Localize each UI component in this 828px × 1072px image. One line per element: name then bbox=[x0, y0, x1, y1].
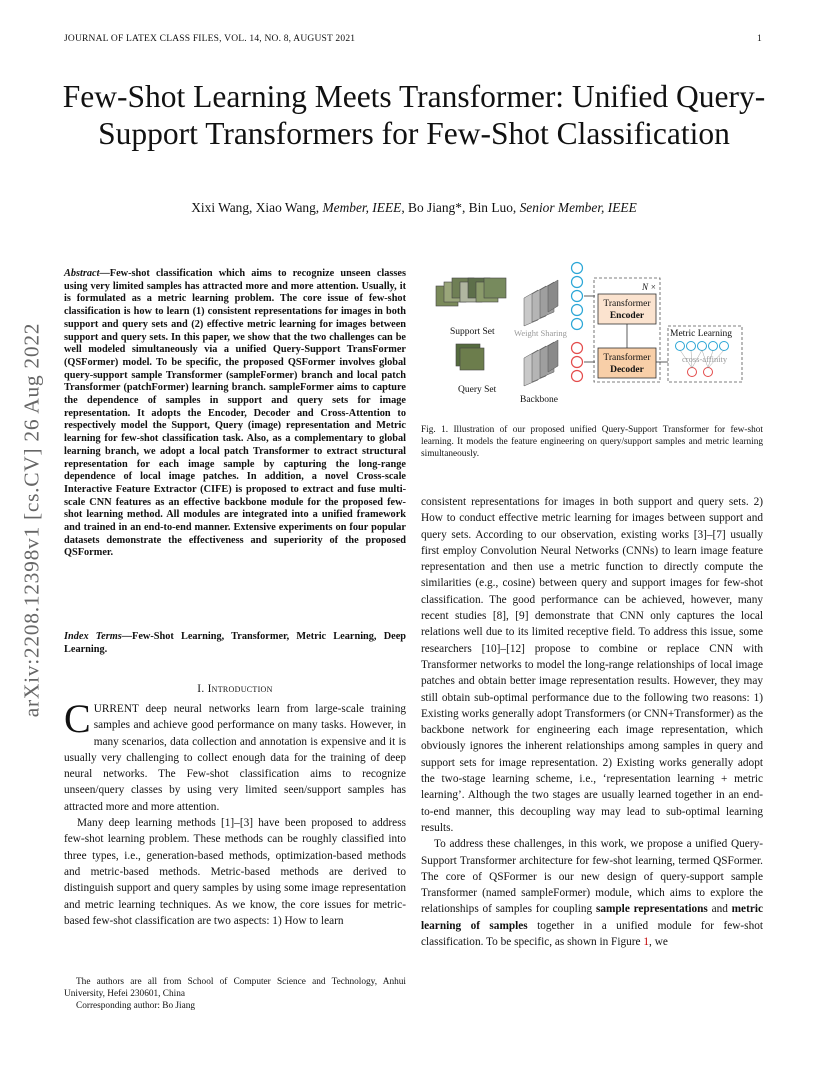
index-terms bbox=[64, 631, 406, 656]
p2-text-a: To address these challenges, in this work, we propose a unified Query-Support Transformer architecture for few-shot learning, termed QSFormer. The core of QSFormer is our new design of query-support sample Transformer (named sampleFormer) module, which aims to explore the relationships of samples for coupling bbox=[421, 838, 763, 916]
section-number: I. bbox=[197, 683, 208, 695]
n-times-label: N × bbox=[642, 282, 657, 292]
p2-bold-2: metric learning of samples bbox=[421, 903, 763, 932]
support-tokens bbox=[572, 263, 583, 330]
section-title: Introduction bbox=[207, 683, 273, 695]
footnote bbox=[64, 976, 406, 1013]
figure-caption: Fig. 1. Illustration of our proposed unified Query-Support Transformer for few-shot learning. It models the feature engineering on query/support samples and metric learning simultaneously. bbox=[421, 425, 763, 459]
metric-support-nodes bbox=[676, 342, 729, 351]
cross-affinity-label: cross-affinity bbox=[682, 354, 728, 364]
p2-text-b: together in a unified module for few-shot classification. To be specific, as shown in Figure bbox=[421, 919, 764, 949]
footnote-corresponding: Corresponding author: Bo Jiang bbox=[76, 1001, 196, 1012]
authors-text-2: , Bo Jiang*, Bin Luo, bbox=[401, 200, 520, 215]
metric-query-nodes bbox=[688, 368, 713, 377]
intro-paragraph-2: Many deep learning methods [1]–[3] have been proposed to address few-shot learning problem. These methods can be roughly classified into three types, i.e., generation-based methods, optimization-based methods and metric-based methods. Metric-based methods are derived to distinguish support and query samples by using some image representation and metric learning techniques. As we know, the core issues for metric-based few-shot classification are two aspects: 1) How to learn bbox=[64, 817, 406, 927]
figure-1 bbox=[430, 256, 760, 406]
query-image bbox=[456, 344, 484, 370]
intro-text bbox=[64, 696, 406, 929]
drop-cap: C bbox=[64, 696, 91, 741]
footnote-affiliation: The authors are all from School of Computer Science and Technology, Anhui University, Hefei 230601, China bbox=[64, 977, 406, 1000]
intro-p1-text: URRENT deep neural networks learn from large-scale training samples and achieve good performance on many tasks. However, in many scenarios, data collection and annotation is expensive and it is usually very challenging to collect enough data for the training of deep neural networks. The Few-shot classification aims to recognize unseen/query classes by using very limited seen/support samples has attracted more and more attention. bbox=[64, 703, 406, 813]
arxiv-sidebar bbox=[20, 280, 44, 760]
decoder-line2: Decoder bbox=[610, 365, 644, 375]
arxiv-identifier: arXiv:2208.12398v1 [cs.CV] 26 Aug 2022 bbox=[19, 322, 44, 718]
authors-text: Xixi Wang, Xiao Wang, bbox=[191, 200, 323, 215]
paper-title: Few-Shot Learning Meets Transformer: Unified Query-Support Transformers for Few-Shot Classification bbox=[62, 79, 766, 151]
author-list bbox=[60, 200, 768, 216]
p2-bold-1: sample representations bbox=[595, 903, 708, 916]
right-column-text bbox=[421, 494, 763, 950]
encoder-line2: Encoder bbox=[609, 311, 645, 321]
decoder-line1: Transformer bbox=[603, 353, 651, 363]
right-paragraph-2 bbox=[421, 836, 763, 950]
backbone-bottom bbox=[524, 340, 558, 386]
abstract-text: —Few-shot classification which aims to recognize unseen classes using very limited samples has attracted more and more attention. Usually, it is formulated as a metric learning problem. The core issue of few-shot classification is how to learn (1) consistent representations for images in both support and query sets and (2) effective metric learning for images between support and query sets. In this paper, we show that the two challenges can be well modeled simultaneously via a unified Query-Support TransFormer (QSFormer) model. To be specific, the proposed QSFormer involves global query-support sample Transformer (sampleFormer) branch and local patch Transformer (patchFormer) learning branch. sampleFormer aims to capture the dependence of samples in support and query sets for image representation. It adopts the Encoder, Decoder and Cross-Attention to respectively model the Support, Query (image) representation and Metric learning for few-shot classification task. Also, as a complementary to global learning branch, we adopt a local patch Transformer to extract structural representation for each image sample by capturing the long-range dependence of local image patches. In addition, a novel Cross-scale Interactive Feature Extractor (CIFE) is proposed to extract and fuse multi-scale CNN features as an effective backbone module for the proposed few-shot learning method. All modules are integrated into a unified framework and trained in an end-to-end manner. Extensive experiments on four popular datasets demonstrate the effectiveness and superiority of the proposed QSFormer. bbox=[64, 268, 406, 559]
p2-and: and bbox=[707, 903, 732, 916]
page-number: 1 bbox=[757, 34, 762, 44]
intro-paragraph-1 bbox=[64, 696, 406, 815]
abstract bbox=[64, 268, 406, 560]
p2-text-c: , we bbox=[649, 936, 668, 949]
encoder-line1: Transformer bbox=[603, 299, 651, 309]
query-set-label: Query Set bbox=[458, 385, 497, 395]
running-header: JOURNAL OF LATEX CLASS FILES, VOL. 14, NO. 8, AUGUST 2021 bbox=[64, 34, 356, 44]
abstract-label: Abstract bbox=[64, 268, 100, 279]
backbone-label: Backbone bbox=[520, 395, 558, 405]
index-terms-label: Index Terms bbox=[64, 631, 122, 642]
weight-sharing-label: Weight Sharing bbox=[514, 328, 567, 338]
author-affil-2: Senior Member, IEEE bbox=[519, 200, 637, 215]
author-affil-1: Member, IEEE bbox=[322, 200, 402, 215]
section-heading bbox=[64, 683, 406, 695]
figure-ref-link[interactable]: 1 bbox=[643, 936, 650, 949]
metric-learning-label: Metric Learning bbox=[670, 329, 732, 339]
backbone-top bbox=[524, 280, 558, 326]
query-tokens bbox=[572, 343, 583, 382]
support-image-stack bbox=[436, 278, 506, 306]
index-terms-text: —Few-Shot Learning, Transformer, Metric Learning, Deep Learning. bbox=[64, 631, 406, 655]
right-paragraph-1: consistent representations for images in both support and query sets. 2) How to conduct effective metric learning for images between support and query sets. According to our observation, existing works [3]–[7] usually first employ Convolution Neural Networks (CNNs) to learn image feature representation and then use a metric function to directly compute the similarities (e.g., cosine) between query and support images for few-shot classification. The good performance can be achieved, however, many recent studies [8], [9] demonstrate that CNN only captures the local relations well due to its limited receptive field. To address this issue, some researchers [10]–[12] propose to combine or replace CNN with Transformer networks to model the long-range relationships of local image patches and obtain better image representation results. However, they may still obtain sub-optimal performance due to the following two reasons: 1) Existing works generally adopt Transformers (or CNN+Transformer) as the backbone network for engineering each image representation, which obviously ignores the inherent relationships among samples in query and support sets for image representation. 2) Existing works generally adopt the two-stage learning scheme, i.e., ‘representation learning + metric learning’. Although the two stages are usually learned together in an end-to-end manner, this decoupling way may lead to sub-optimal learning results. bbox=[421, 496, 763, 834]
support-set-label: Support Set bbox=[450, 327, 495, 337]
